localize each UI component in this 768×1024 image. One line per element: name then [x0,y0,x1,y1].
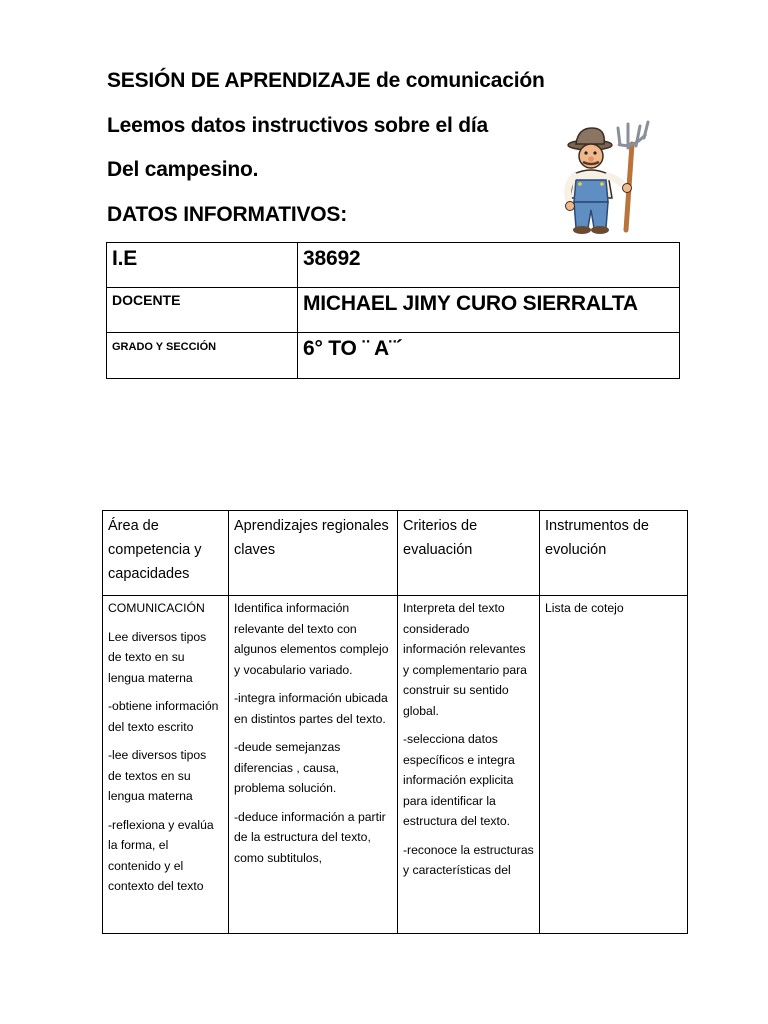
farmer-illustration [556,118,656,236]
table-row [107,333,680,379]
table-row [107,288,680,333]
header-aprendizajes: Aprendizajes regionales claves [229,511,398,596]
cell-area-competencia [103,596,229,934]
list-item: COMUNICACIÓN [108,601,205,615]
list-item: Lista de cotejo [545,601,624,615]
list-item: -reflexiona y evalúa la forma, el contenido y el contexto del texto [108,817,214,893]
list-item: Identifica información relevante del texto con algunos elementos complejo y vocabulario variado. [234,601,389,677]
table-row [103,596,688,934]
list-item: Interpreta del texto considerado información relevantes y complementario para construir su sentido global. [403,601,527,718]
list-item: -deude semejanzas diferencias , causa, problema solución. [234,740,341,795]
pitchfork-icon [618,122,648,230]
docente-value: MICHAEL JIMY CURO SIERRALTA [298,288,680,333]
datos-informativos-table [106,242,680,379]
list-item: -selecciona datos específicos e integra información explicita para identificar la estructura del texto. [403,732,515,828]
section-heading-datos: DATOS INFORMATIVOS: [107,203,348,226]
list-item: -obtiene información del texto escrito [108,699,219,734]
table-header-row [103,511,688,596]
ie-value: 38692 [298,243,680,288]
cell-instrumentos [540,596,688,934]
list-item: -lee diversos tipos de textos en su lengua materna [108,748,207,803]
cell-aprendizajes [229,596,398,934]
session-title: SESIÓN DE APRENDIZAJE de comunicación [107,69,545,92]
cell-criterios [398,596,540,934]
grado-seccion-label: GRADO Y SECCIÓN [107,333,298,379]
grado-seccion-value: 6° TO ¨ A¨´ [298,333,680,379]
session-subtitle: Leemos datos instructivos sobre el día [107,114,489,137]
list-item: Lee diversos tipos de texto en su lengua materna [108,629,207,685]
list-item: -deduce información a partir de la estructura del texto, como subtitulos, [234,809,386,865]
docente-label: DOCENTE [107,288,298,333]
ie-label: I.E [107,243,298,288]
header-area-competencia: Área de competencia y capacidades [103,511,229,596]
table-row [107,243,680,288]
list-item: -integra información ubicada en distintos partes del texto. [234,691,388,726]
competencias-table [102,510,688,934]
list-item: -reconoce la estructuras y características del [403,842,534,877]
session-subtitle-continued: Del campesino. [107,158,259,181]
header-criterios: Criterios de evaluación [398,511,540,596]
header-instrumentos: Instrumentos de evolución [540,511,688,596]
